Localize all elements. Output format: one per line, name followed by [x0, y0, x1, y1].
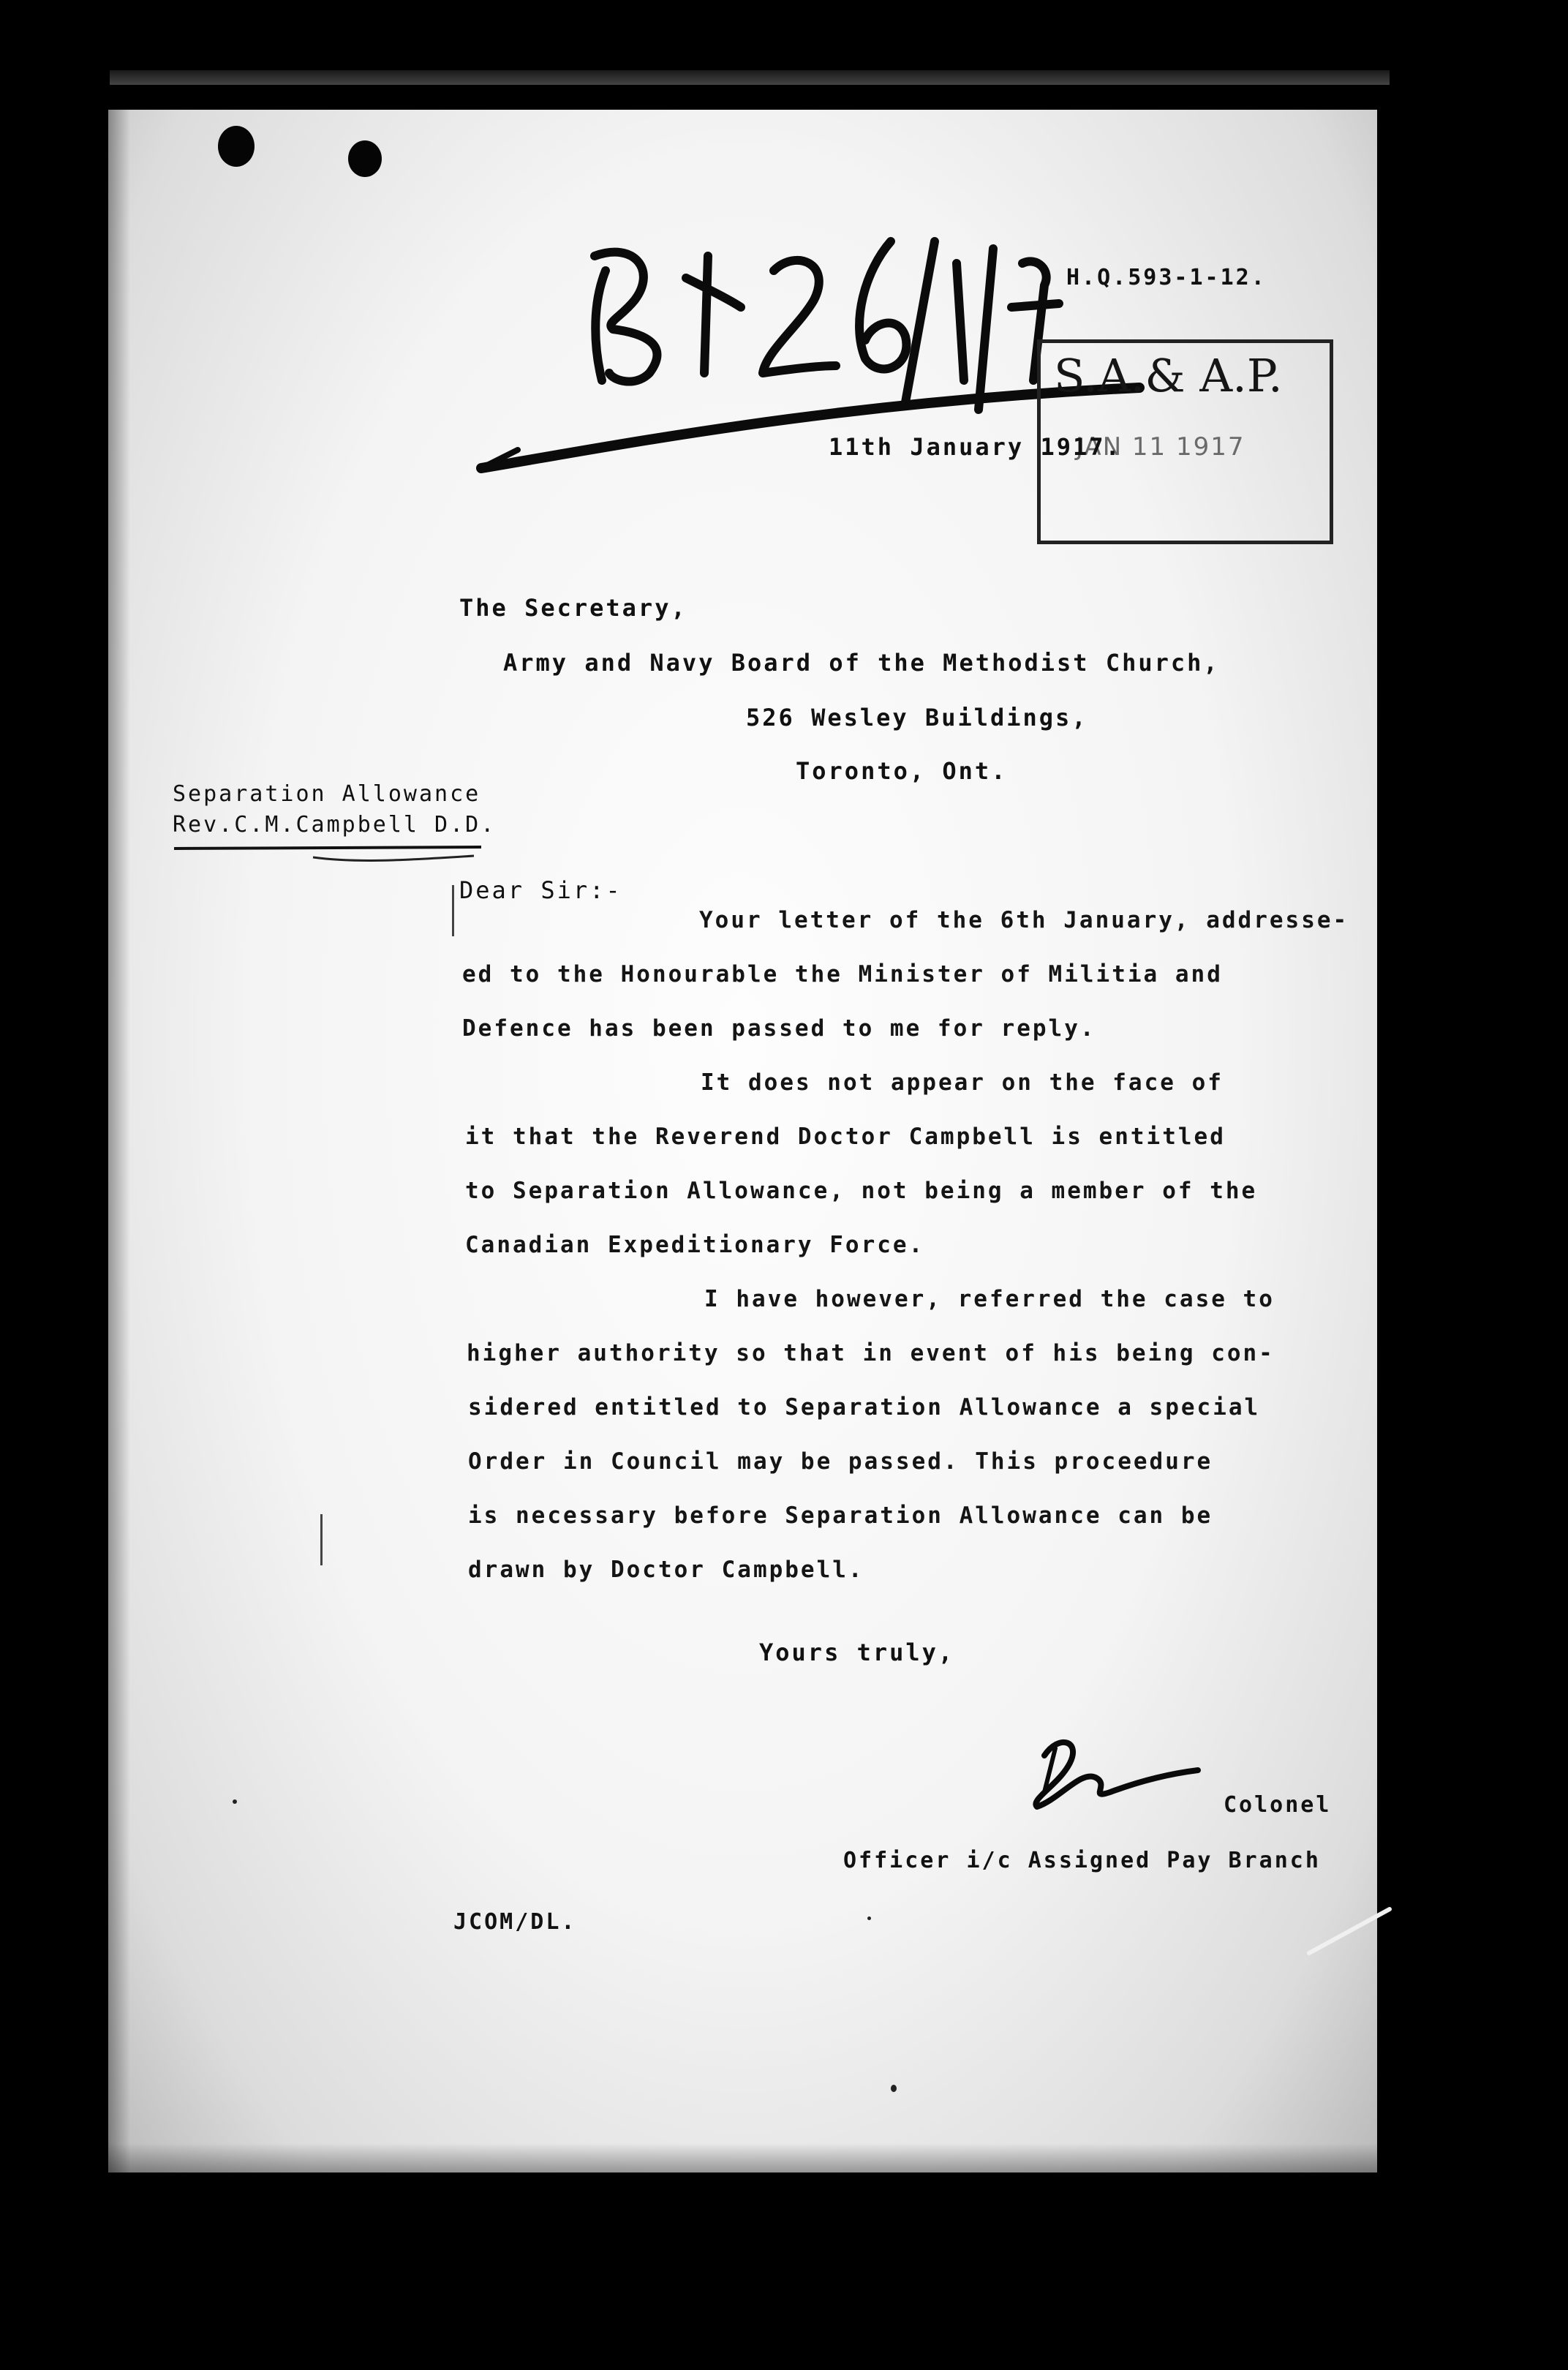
letter-date: 11th January 1917.	[829, 433, 1122, 461]
body-line: it that the Reverend Doctor Campbell is entitled	[465, 1124, 1226, 1150]
signer-rank: Colonel	[1224, 1792, 1332, 1818]
subject-underline	[167, 834, 489, 878]
paper-speck	[891, 2085, 897, 2092]
punch-hole-left	[218, 126, 255, 167]
addressee-line-3: 526 Wesley Buildings,	[746, 704, 1088, 731]
subject-line-1: Separation Allowance	[173, 781, 481, 807]
margin-mark	[320, 1514, 323, 1565]
salutation: Dear Sir:-	[459, 876, 622, 904]
margin-mark	[452, 885, 454, 936]
file-number: H.Q.593-1-12.	[1066, 265, 1267, 290]
page-shadow-bottom	[108, 2143, 1377, 2172]
typist-initials: JCOM/DL.	[453, 1909, 577, 1935]
paper-speck	[867, 1916, 871, 1920]
body-line: Your letter of the 6th January, addresse-	[699, 907, 1349, 933]
letter-page	[108, 110, 1377, 2172]
body-line: Defence has been passed to me for reply.	[462, 1015, 1096, 1042]
body-line: drawn by Doctor Campbell.	[468, 1557, 864, 1583]
stamp-title: S.A.& A.P.	[1054, 349, 1283, 402]
subject-line-2: Rev.C.M.Campbell D.D.	[173, 812, 497, 838]
edge-slash-mark	[1302, 1902, 1397, 1960]
body-line: higher authority so that in event of his being con-	[467, 1340, 1275, 1366]
signer-title: Officer i/c Assigned Pay Branch	[843, 1848, 1321, 1873]
body-line: sidered entitled to Separation Allowance a special	[468, 1394, 1261, 1421]
body-line: Order in Council may be passed. This proceedure	[468, 1448, 1213, 1475]
closing: Yours truly,	[759, 1639, 955, 1666]
body-line: ed to the Honourable the Minister of Militia and	[462, 961, 1223, 988]
punch-hole-right	[348, 140, 382, 177]
paper-speck	[233, 1799, 237, 1804]
body-line: It does not appear on the face of	[701, 1069, 1224, 1096]
addressee-line-1: The Secretary,	[459, 594, 687, 622]
body-line: is necessary before Separation Allowance can be	[468, 1502, 1213, 1529]
addressee-line-2: Army and Navy Board of the Methodist Church,	[503, 649, 1220, 677]
addressee-line-4: Toronto, Ont.	[796, 757, 1008, 785]
stamp-date: JAN 11 1917	[1076, 432, 1245, 462]
body-line: I have however, referred the case to	[704, 1286, 1275, 1312]
body-line: Canadian Expeditionary Force.	[465, 1232, 925, 1258]
body-line: to Separation Allowance, not being a member of the	[465, 1178, 1258, 1204]
page-shadow-left	[108, 110, 130, 2172]
page-edge	[110, 70, 1390, 85]
signature	[1015, 1719, 1205, 1821]
